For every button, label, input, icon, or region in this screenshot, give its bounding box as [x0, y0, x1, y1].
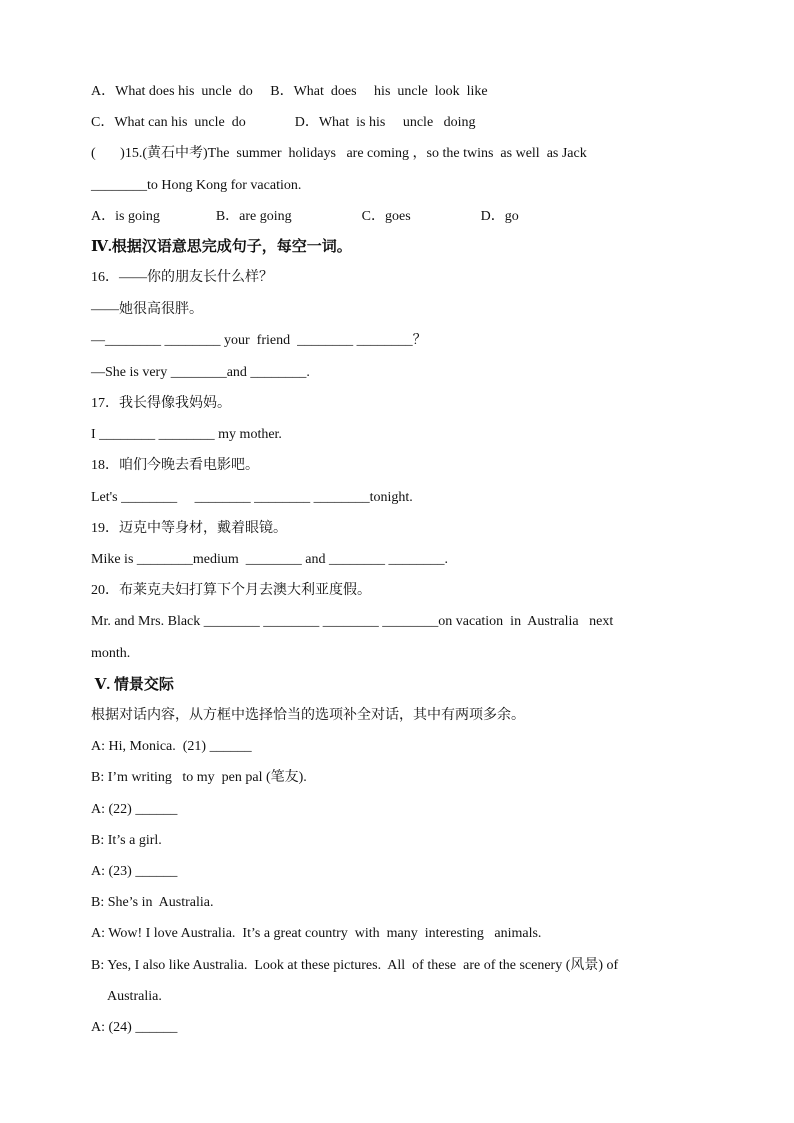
- section-v-instructions: 根据对话内容，从方框中选择恰当的选项补全对话，其中有两项多余。: [91, 708, 525, 723]
- dialogue-line: A: Wow! I love Australia. It’s a great country with many interesting animals.: [91, 926, 542, 941]
- dialogue-line: B: It’s a girl.: [91, 833, 162, 848]
- dialogue-line: B: I’m writing to my pen pal (笔友).: [91, 770, 307, 785]
- question-20-blank: Mr. and Mrs. Black ________ ________ ________ ________on vacation in Australia next: [91, 614, 614, 629]
- dialogue-line: A: (22) ______: [91, 802, 178, 817]
- question-16-answer-zh: ——她很高很胖。: [91, 302, 203, 317]
- option-line-14ab: A．What does his uncle do B．What does his uncle look like: [91, 84, 488, 99]
- question-16-blank-1: —________ ________ your friend ________ ________？: [91, 333, 427, 348]
- question-15-cont: ________to Hong Kong for vacation.: [91, 178, 302, 193]
- dialogue-line: B: Yes, I also like Australia. Look at these pictures. All of these are of the scenery (风景) of: [91, 958, 619, 973]
- question-19-blank: Mike is ________medium ________ and ________ ________.: [91, 552, 448, 567]
- dialogue-line: A: Hi, Monica. (21) ______: [91, 739, 252, 754]
- question-17-blank: I ________ ________ my mother.: [91, 427, 282, 442]
- section-heading-v: Ⅴ. 情景交际: [91, 677, 174, 693]
- question-18-blank: Let's ________ ________ ________ ________tonight.: [91, 490, 413, 505]
- section-heading-iv: Ⅳ.根据汉语意思完成句子，每空一词。: [91, 239, 352, 255]
- dialogue-line-cont: Australia.: [107, 989, 162, 1004]
- question-20-blank-cont: month.: [91, 646, 131, 661]
- option-line-14cd: C．What can his uncle do D．What is his uncle doing: [91, 115, 476, 130]
- question-15: ( )15.(黄石中考)The summer holidays are coming ，so the twins as well as Jack: [91, 146, 587, 161]
- question-16: 16．——你的朋友长什么样？: [91, 270, 273, 285]
- dialogue-line: B: She’s in Australia.: [91, 895, 214, 910]
- option-line-15: A．is going B．are going C．goes D．go: [91, 209, 519, 224]
- dialogue-line: A: (23) ______: [91, 864, 178, 879]
- question-19: 19．迈克中等身材，戴着眼镜。: [91, 521, 287, 536]
- question-16-blank-2: —She is very ________and ________.: [91, 365, 310, 380]
- question-17: 17．我长得像我妈妈。: [91, 396, 231, 411]
- question-18: 18．咱们今晚去看电影吧。: [91, 458, 259, 473]
- question-20: 20．布莱克夫妇打算下个月去澳大利亚度假。: [91, 583, 371, 598]
- dialogue-line: A: (24) ______: [91, 1020, 178, 1035]
